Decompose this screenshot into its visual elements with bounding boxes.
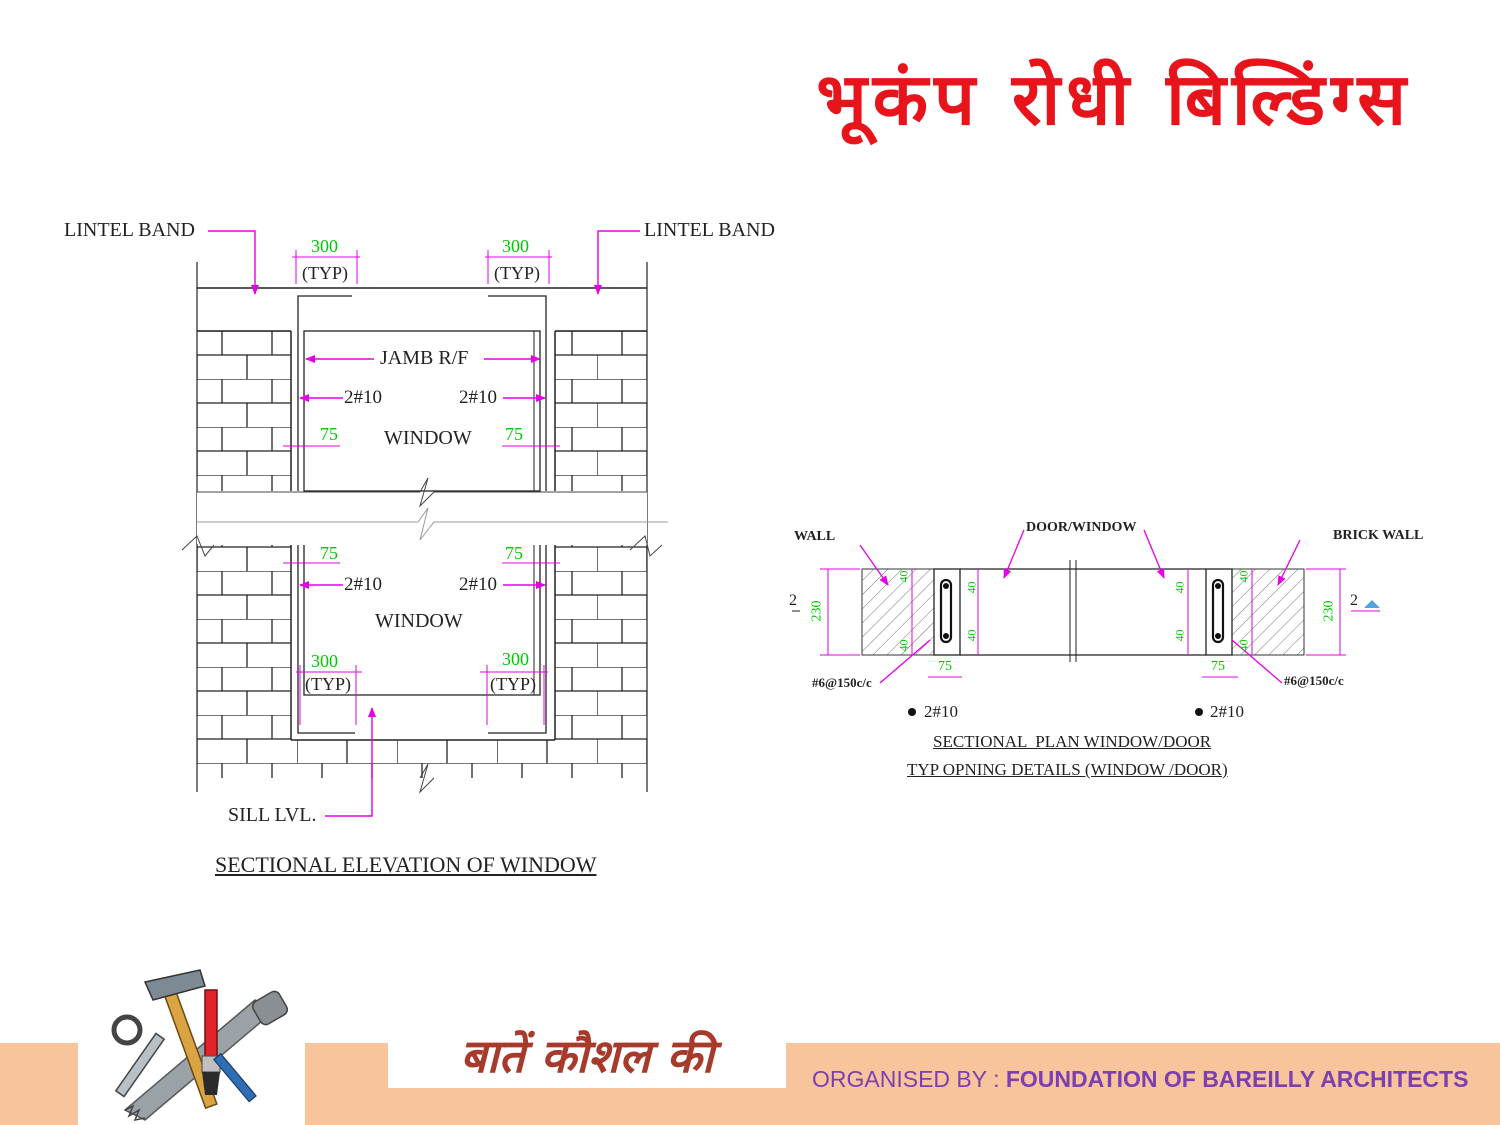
typ-bottom-right: (TYP) (490, 674, 536, 694)
label-lintel-band-right: LINTEL BAND (644, 219, 775, 241)
label-bar-lower-right: 2#10 (459, 574, 497, 595)
label-sill-lvl: SILL LVL. (228, 804, 317, 826)
label-brick-wall: BRICK WALL (1333, 528, 1424, 543)
label-lintel-band-left: LINTEL BAND (64, 219, 195, 241)
section-mark-right: 2 (1350, 592, 1358, 609)
caption-elevation: SECTIONAL ELEVATION OF WINDOW (215, 852, 597, 877)
dim-300-top-right: 300 (502, 236, 529, 256)
label-window-lower: WINDOW (375, 610, 463, 632)
sectional-elevation (182, 231, 668, 816)
dim-300-bottom-right: 300 (502, 649, 529, 669)
label-bar-plan-left: 2#10 (924, 702, 958, 721)
typ-top-right: (TYP) (494, 263, 540, 283)
caption-plan-2: TYP OPNING DETAILS (WINDOW /DOOR) (907, 760, 1228, 779)
organised-label: ORGANISED BY : (812, 1066, 1006, 1092)
dim-75-lower-right: 75 (505, 543, 523, 563)
section-mark-left: 2 (789, 592, 797, 609)
tools-logo-icon (105, 960, 290, 1125)
label-bar-plan-right: 2#10 (1210, 702, 1244, 721)
dim-40-5: 40 (1172, 581, 1187, 594)
label-wall: WALL (794, 529, 836, 544)
dim-75-upper-right: 75 (505, 424, 523, 444)
label-door-window: DOOR/WINDOW (1026, 520, 1137, 535)
label-stirrup-right: #6@150c/c (1284, 673, 1344, 688)
label-window-upper: WINDOW (384, 427, 472, 449)
brick-wall-right-upper (555, 331, 647, 491)
dim-40-1: 40 (896, 570, 911, 583)
dim-75-plan-left: 75 (938, 659, 952, 674)
organiser-name: FOUNDATION OF BAREILLY ARCHITECTS (1005, 1066, 1469, 1092)
dim-40-7: 40 (1236, 570, 1251, 583)
dim-40-2: 40 (896, 639, 911, 652)
dim-75-upper-left: 75 (320, 424, 338, 444)
brick-wall-right-lower (555, 545, 647, 740)
brick-wall-sill (197, 740, 647, 778)
dim-230-left: 230 (809, 600, 825, 622)
footer-band-left (0, 1043, 78, 1125)
dim-40-6: 40 (1172, 629, 1187, 642)
dim-75-plan-right: 75 (1211, 659, 1225, 674)
label-stirrup-left: #6@150c/c (812, 675, 872, 690)
dim-40-4: 40 (964, 629, 979, 642)
footer-logo-text: बातें कौशल की (460, 1029, 714, 1083)
brick-wall-left-upper (197, 331, 291, 491)
footer-logo (388, 1022, 786, 1088)
dim-230-right: 230 (1321, 600, 1337, 622)
typ-top-left: (TYP) (302, 263, 348, 283)
label-bar-lower-left: 2#10 (344, 574, 382, 595)
page-title: भूकंप रोधी बिल्डिंग्स (816, 57, 1412, 141)
label-bar-upper-right: 2#10 (459, 387, 497, 408)
organised-by (812, 1066, 1468, 1093)
dim-40-8: 40 (1236, 639, 1251, 652)
label-jamb-rf: JAMB R/F (380, 347, 469, 369)
caption-plan-1: SECTIONAL PLAN WINDOW/DOOR (933, 732, 1212, 751)
dim-300-top-left: 300 (311, 236, 338, 256)
dim-300-bottom-left: 300 (311, 651, 338, 671)
label-bar-upper-left: 2#10 (344, 387, 382, 408)
brick-wall-left-lower (197, 545, 291, 740)
dim-75-lower-left: 75 (320, 543, 338, 563)
typ-bottom-left: (TYP) (305, 674, 351, 694)
dim-40-3: 40 (964, 581, 979, 594)
